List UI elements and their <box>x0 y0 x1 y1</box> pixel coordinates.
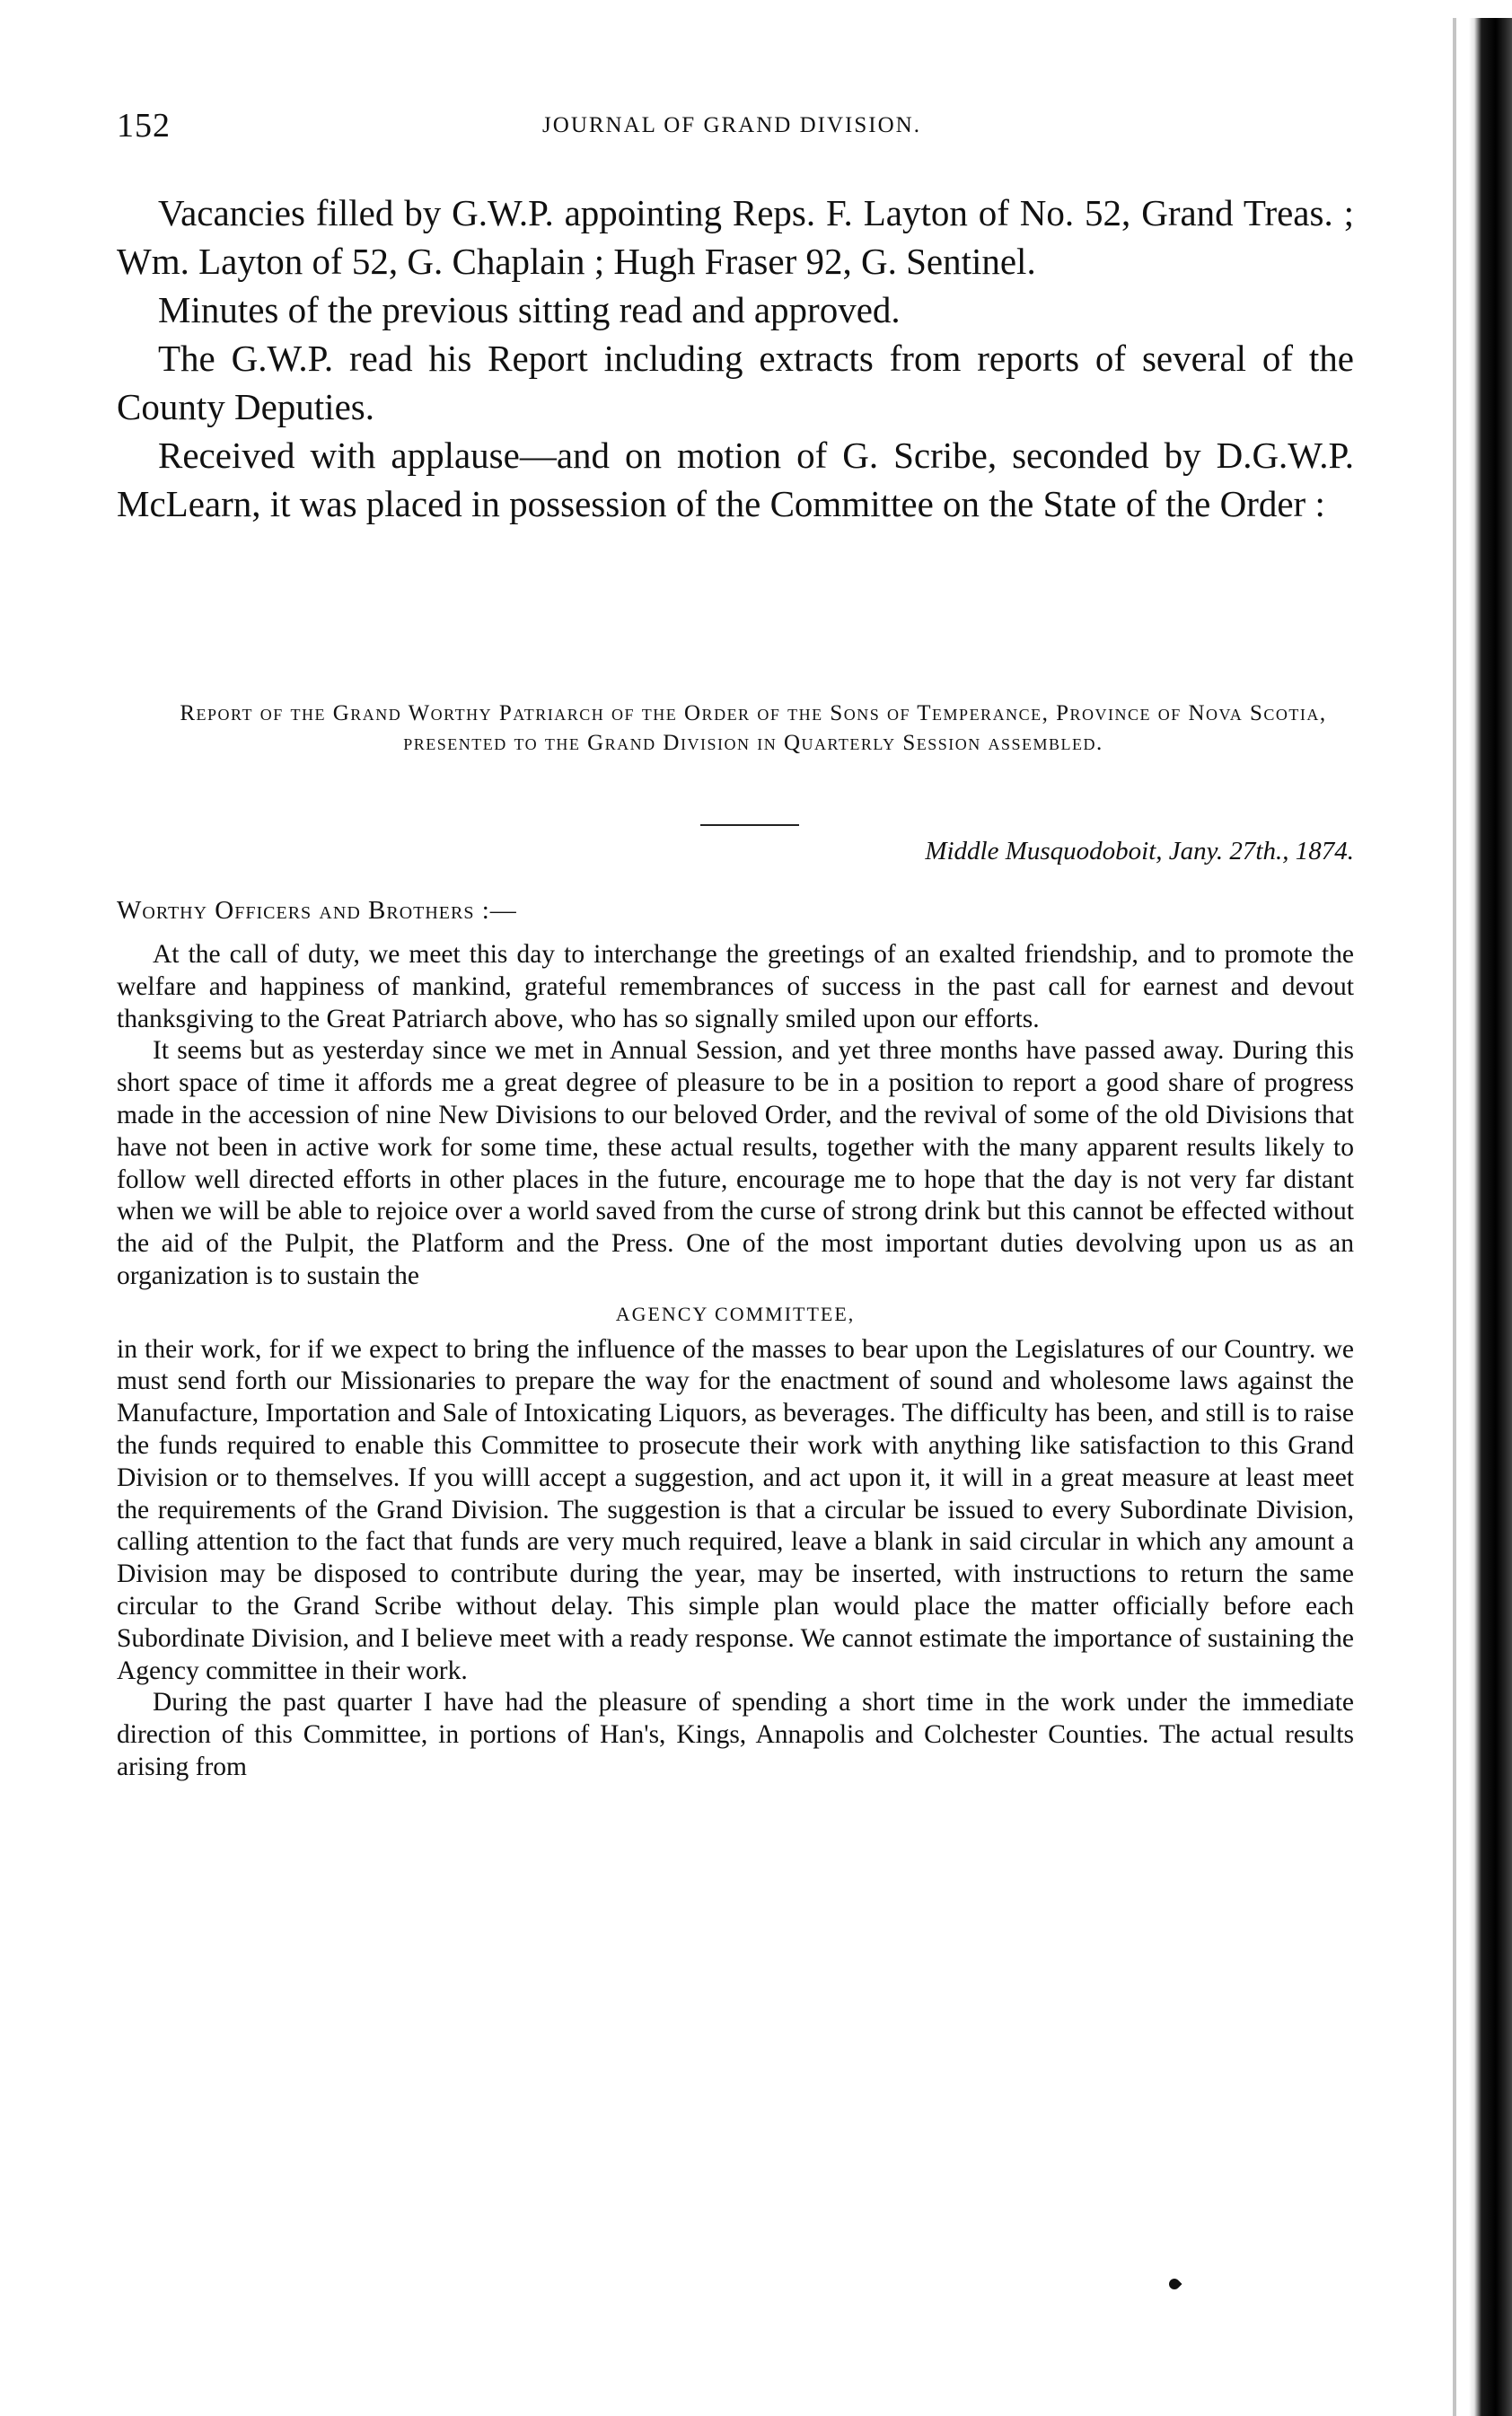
report-body <box>117 939 1354 1784</box>
title-rule <box>700 824 799 826</box>
body-paragraph: During the past quarter I have had the pleasure of spending a short time in the work under the immediate direction of this Committee, in portions of Han's, Kings, Annapolis and Colchester Counties. The actual results arising from <box>117 1688 1354 1781</box>
body-paragraph: It seems but as yesterday since we met in Annual Session, and yet three months have passed away. During this short space of time it affords me a great degree of pleasure to be in a position to report a good share of progress made in the accession of nine New Divisions to our beloved Order, and the revival of some of the old Divisions that have not been in active work for some time, these actual results, together with the many apparent results likely to follow well directed efforts in other places in the future, encourage me to hope that the day is not very far distant when we will be able to rejoice over a world saved from the curse of strong drink but this cannot be effected without the aid of the Pulpit, the Platform and the Press. One of the most important duties devolving upon us as an organization is to sustain the <box>117 1036 1354 1290</box>
report-title: Report of the Grand Worthy Patriarch of the Order of the Sons of Temperance, Province of Nova Scotia, presented to the Grand Division in Quarterly Session assembled. <box>180 701 1327 755</box>
binding-shadow <box>1453 18 1456 2416</box>
body-paragraph: At the call of duty, we meet this day to interchange the greetings of an exalted friendship, and to promote the welfare and happiness of mankind, grateful remembrances of success in the past call for earnest and devout thanksgiving to the Great Patriarch above, who has so signally smiled upon our efforts. <box>117 940 1354 1033</box>
minutes-paragraph: Vacancies filled by G.W.P. appointing Reps. F. Layton of No. 52, Grand Treas. ; Wm. Layton of 52, G. Chaplain ; Hugh Fraser 92, G. Sentinel. <box>117 192 1354 282</box>
body-paragraph-continued: in their work, for if we expect to bring the influence of the masses to bear upon the Legislatures of our Country. we must send forth our Missionaries to prepare the way for the enactment of sound and wholesome laws against the Manufacture, Importation and Sale of Intoxicating Liquors, as beverages. The difficulty has been, and still is to raise the funds required to enable this Committee to prosecute their work with anything like satisfaction to this Grand Division or to themselves. If you willl accept a suggestion, and act upon it, it will in a great measure at least meet the requirements of the Grand Division. The suggestion is that a circular be issued to every Subordinate Division, calling attention to the fact that funds are very much required, leave a blank in said circular in which any amount a Division may be disposed to contribute during the year, may be inserted, with instructions to return the same circular to the Grand Scribe without delay. This simple plan would place the matter officially before each Subordinate Division, and I believe meet with a ready response. We cannot estimate the importance of sustaining the Agency committee in their work. <box>117 1334 1354 1685</box>
minutes-section <box>117 189 1354 528</box>
running-head: JOURNAL OF GRAND DIVISION. <box>542 113 921 137</box>
page-header <box>117 106 1347 145</box>
binding-edge <box>1469 18 1512 2416</box>
dateline: Middle Musquodoboit, Jany. 27th., 1874. <box>925 837 1354 865</box>
printer-mark <box>1167 2277 1182 2292</box>
page-number: 152 <box>117 107 171 145</box>
minutes-paragraph: Received with applause—and on motion of G. Scribe, seconded by D.G.W.P. McLearn, it was placed in possession of the Committee on the State of the Order : <box>117 435 1354 524</box>
minutes-paragraph: The G.W.P. read his Report including extracts from reports of several of the County Deputies. <box>117 338 1354 427</box>
salutation: Worthy Officers and Brothers :— <box>117 896 517 925</box>
agency-committee-subhead: AGENCY COMMITTEE, <box>615 1302 856 1325</box>
minutes-paragraph: Minutes of the previous sitting read and approved. <box>158 289 901 330</box>
